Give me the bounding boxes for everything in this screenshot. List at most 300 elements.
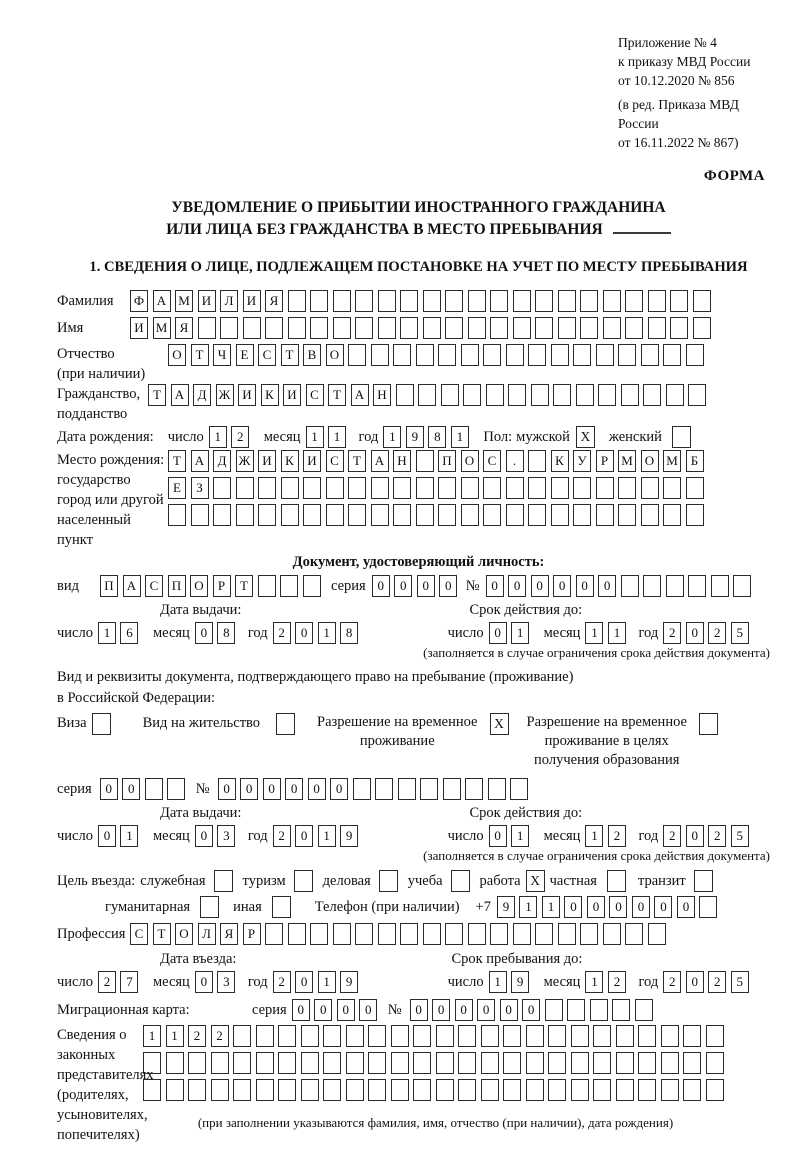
char-box[interactable]: 1: [209, 426, 227, 448]
char-box[interactable]: 1: [489, 971, 507, 993]
char-box[interactable]: 0: [98, 825, 116, 847]
char-box[interactable]: 0: [218, 778, 236, 800]
char-box[interactable]: [488, 778, 506, 800]
char-box[interactable]: [436, 1052, 454, 1074]
char-box[interactable]: [191, 504, 209, 526]
char-box[interactable]: [688, 575, 706, 597]
char-box[interactable]: [288, 290, 306, 312]
char-box[interactable]: 2: [273, 622, 291, 644]
char-box[interactable]: [699, 896, 717, 918]
char-box[interactable]: Р: [213, 575, 231, 597]
char-box[interactable]: [458, 1052, 476, 1074]
char-box[interactable]: П: [100, 575, 118, 597]
char-box[interactable]: [220, 317, 238, 339]
char-box[interactable]: [648, 317, 666, 339]
char-box[interactable]: [468, 290, 486, 312]
char-box[interactable]: А: [153, 290, 171, 312]
char-box[interactable]: [278, 1052, 296, 1074]
char-box[interactable]: Я: [175, 317, 193, 339]
char-box[interactable]: [551, 504, 569, 526]
char-box[interactable]: А: [371, 450, 389, 472]
char-box[interactable]: Т: [235, 575, 253, 597]
char-box[interactable]: [393, 504, 411, 526]
char-box[interactable]: [683, 1025, 701, 1047]
char-box[interactable]: [416, 450, 434, 472]
char-box[interactable]: 3: [217, 825, 235, 847]
char-box[interactable]: [355, 290, 373, 312]
char-box[interactable]: [348, 477, 366, 499]
char-box[interactable]: [145, 778, 163, 800]
char-box[interactable]: [303, 477, 321, 499]
char-box[interactable]: 0: [500, 999, 518, 1021]
char-box[interactable]: [461, 344, 479, 366]
char-box[interactable]: [483, 504, 501, 526]
char-box[interactable]: 2: [663, 971, 681, 993]
char-box[interactable]: [301, 1079, 319, 1101]
char-box[interactable]: [258, 504, 276, 526]
char-box[interactable]: Н: [393, 450, 411, 472]
char-box[interactable]: 1: [318, 825, 336, 847]
char-box[interactable]: [348, 344, 366, 366]
char-box[interactable]: Т: [191, 344, 209, 366]
char-box[interactable]: К: [551, 450, 569, 472]
char-box[interactable]: [593, 1025, 611, 1047]
char-box[interactable]: И: [238, 384, 256, 406]
char-box[interactable]: .: [506, 450, 524, 472]
char-box[interactable]: К: [261, 384, 279, 406]
char-box[interactable]: 0: [195, 971, 213, 993]
char-box[interactable]: 1: [585, 971, 603, 993]
char-box[interactable]: [213, 504, 231, 526]
char-box[interactable]: С: [130, 923, 148, 945]
char-box[interactable]: [548, 1079, 566, 1101]
char-box[interactable]: [571, 1052, 589, 1074]
sex-male-checkbox[interactable]: X: [576, 426, 595, 448]
char-box[interactable]: Ж: [236, 450, 254, 472]
char-box[interactable]: Т: [281, 344, 299, 366]
char-box[interactable]: 0: [477, 999, 495, 1021]
char-box[interactable]: [416, 477, 434, 499]
char-box[interactable]: [648, 290, 666, 312]
char-box[interactable]: 2: [708, 622, 726, 644]
char-box[interactable]: 0: [432, 999, 450, 1021]
char-box[interactable]: [612, 999, 630, 1021]
char-box[interactable]: 0: [372, 575, 390, 597]
char-box[interactable]: [463, 384, 481, 406]
char-box[interactable]: [416, 344, 434, 366]
char-box[interactable]: [593, 1052, 611, 1074]
char-box[interactable]: [513, 317, 531, 339]
char-box[interactable]: 1: [318, 622, 336, 644]
char-box[interactable]: [258, 575, 276, 597]
char-box[interactable]: Б: [686, 450, 704, 472]
char-box[interactable]: [573, 477, 591, 499]
char-box[interactable]: [638, 1025, 656, 1047]
char-box[interactable]: [528, 504, 546, 526]
char-box[interactable]: [571, 1079, 589, 1101]
char-box[interactable]: [603, 290, 621, 312]
char-box[interactable]: [535, 923, 553, 945]
char-box[interactable]: 8: [217, 622, 235, 644]
char-box[interactable]: И: [283, 384, 301, 406]
char-box[interactable]: 9: [340, 825, 358, 847]
char-box[interactable]: [573, 344, 591, 366]
char-box[interactable]: [396, 384, 414, 406]
char-box[interactable]: 2: [273, 971, 291, 993]
char-box[interactable]: [683, 1079, 701, 1101]
char-box[interactable]: [438, 504, 456, 526]
char-box[interactable]: [576, 384, 594, 406]
char-box[interactable]: [535, 317, 553, 339]
char-box[interactable]: [310, 290, 328, 312]
char-box[interactable]: Н: [373, 384, 391, 406]
char-box[interactable]: [663, 344, 681, 366]
char-box[interactable]: Т: [153, 923, 171, 945]
char-box[interactable]: 2: [188, 1025, 206, 1047]
char-box[interactable]: 2: [231, 426, 249, 448]
char-box[interactable]: [670, 317, 688, 339]
char-box[interactable]: [445, 290, 463, 312]
char-box[interactable]: С: [306, 384, 324, 406]
char-box[interactable]: 0: [486, 575, 504, 597]
char-box[interactable]: 0: [195, 622, 213, 644]
char-box[interactable]: С: [483, 450, 501, 472]
char-box[interactable]: [301, 1025, 319, 1047]
char-box[interactable]: [281, 477, 299, 499]
char-box[interactable]: [375, 778, 393, 800]
char-box[interactable]: 0: [330, 778, 348, 800]
char-box[interactable]: И: [130, 317, 148, 339]
char-box[interactable]: 0: [686, 971, 704, 993]
char-box[interactable]: О: [190, 575, 208, 597]
char-box[interactable]: 1: [608, 622, 626, 644]
char-box[interactable]: [168, 504, 186, 526]
char-box[interactable]: [413, 1079, 431, 1101]
char-box[interactable]: [686, 344, 704, 366]
purpose-private-checkbox[interactable]: [607, 870, 626, 892]
char-box[interactable]: [513, 290, 531, 312]
char-box[interactable]: [641, 477, 659, 499]
char-box[interactable]: [468, 923, 486, 945]
purpose-study-checkbox[interactable]: [451, 870, 470, 892]
char-box[interactable]: 0: [240, 778, 258, 800]
char-box[interactable]: М: [618, 450, 636, 472]
char-box[interactable]: [465, 778, 483, 800]
char-box[interactable]: [548, 1052, 566, 1074]
char-box[interactable]: [625, 923, 643, 945]
char-box[interactable]: 5: [731, 971, 749, 993]
char-box[interactable]: [641, 344, 659, 366]
char-box[interactable]: 2: [98, 971, 116, 993]
char-box[interactable]: 2: [708, 825, 726, 847]
char-box[interactable]: [706, 1079, 724, 1101]
char-box[interactable]: Т: [348, 450, 366, 472]
char-box[interactable]: М: [153, 317, 171, 339]
char-box[interactable]: Е: [168, 477, 186, 499]
char-box[interactable]: [580, 923, 598, 945]
char-box[interactable]: [573, 504, 591, 526]
char-box[interactable]: 0: [508, 575, 526, 597]
char-box[interactable]: [213, 477, 231, 499]
purpose-other-checkbox[interactable]: [272, 896, 291, 918]
char-box[interactable]: [513, 923, 531, 945]
char-box[interactable]: [596, 504, 614, 526]
char-box[interactable]: [288, 317, 306, 339]
char-box[interactable]: Я: [220, 923, 238, 945]
char-box[interactable]: 9: [406, 426, 424, 448]
char-box[interactable]: 2: [211, 1025, 229, 1047]
char-box[interactable]: [506, 344, 524, 366]
char-box[interactable]: [236, 477, 254, 499]
char-box[interactable]: [436, 1079, 454, 1101]
char-box[interactable]: [618, 344, 636, 366]
char-box[interactable]: [548, 1025, 566, 1047]
purpose-work-checkbox[interactable]: X: [526, 870, 545, 892]
char-box[interactable]: [593, 1079, 611, 1101]
char-box[interactable]: М: [663, 450, 681, 472]
char-box[interactable]: [661, 1052, 679, 1074]
char-box[interactable]: [596, 477, 614, 499]
char-box[interactable]: [303, 575, 321, 597]
char-box[interactable]: 0: [522, 999, 540, 1021]
char-box[interactable]: [643, 575, 661, 597]
char-box[interactable]: [400, 317, 418, 339]
char-box[interactable]: 1: [585, 825, 603, 847]
char-box[interactable]: [528, 477, 546, 499]
char-box[interactable]: 0: [489, 825, 507, 847]
purpose-humanitarian-checkbox[interactable]: [200, 896, 219, 918]
char-box[interactable]: [333, 317, 351, 339]
char-box[interactable]: 1: [166, 1025, 184, 1047]
char-box[interactable]: З: [191, 477, 209, 499]
char-box[interactable]: [503, 1052, 521, 1074]
char-box[interactable]: [378, 290, 396, 312]
char-box[interactable]: [618, 477, 636, 499]
char-box[interactable]: 0: [455, 999, 473, 1021]
char-box[interactable]: [333, 923, 351, 945]
char-box[interactable]: [436, 1025, 454, 1047]
char-box[interactable]: [551, 477, 569, 499]
char-box[interactable]: [621, 575, 639, 597]
purpose-business-checkbox[interactable]: [379, 870, 398, 892]
char-box[interactable]: [483, 477, 501, 499]
char-box[interactable]: 0: [295, 825, 313, 847]
char-box[interactable]: [398, 778, 416, 800]
char-box[interactable]: 1: [383, 426, 401, 448]
char-box[interactable]: 0: [314, 999, 332, 1021]
char-box[interactable]: 0: [195, 825, 213, 847]
char-box[interactable]: [355, 317, 373, 339]
char-box[interactable]: [211, 1052, 229, 1074]
char-box[interactable]: 2: [663, 622, 681, 644]
char-box[interactable]: [418, 384, 436, 406]
char-box[interactable]: [346, 1079, 364, 1101]
char-box[interactable]: [353, 778, 371, 800]
char-box[interactable]: [625, 317, 643, 339]
char-box[interactable]: [531, 384, 549, 406]
char-box[interactable]: И: [243, 290, 261, 312]
char-box[interactable]: [167, 778, 185, 800]
char-box[interactable]: 0: [337, 999, 355, 1021]
char-box[interactable]: Ж: [216, 384, 234, 406]
char-box[interactable]: И: [198, 290, 216, 312]
char-box[interactable]: 2: [608, 825, 626, 847]
char-box[interactable]: 0: [295, 971, 313, 993]
char-box[interactable]: 7: [120, 971, 138, 993]
char-box[interactable]: [648, 923, 666, 945]
char-box[interactable]: [256, 1079, 274, 1101]
char-box[interactable]: [638, 1052, 656, 1074]
char-box[interactable]: 0: [609, 896, 627, 918]
char-box[interactable]: 0: [263, 778, 281, 800]
char-box[interactable]: 1: [585, 622, 603, 644]
char-box[interactable]: [706, 1052, 724, 1074]
char-box[interactable]: [616, 1052, 634, 1074]
char-box[interactable]: [438, 477, 456, 499]
char-box[interactable]: [303, 504, 321, 526]
char-box[interactable]: [378, 923, 396, 945]
char-box[interactable]: [481, 1079, 499, 1101]
char-box[interactable]: И: [258, 450, 276, 472]
char-box[interactable]: [508, 384, 526, 406]
char-box[interactable]: [280, 575, 298, 597]
char-box[interactable]: 3: [217, 971, 235, 993]
char-box[interactable]: О: [326, 344, 344, 366]
purpose-transit-checkbox[interactable]: [694, 870, 713, 892]
char-box[interactable]: [236, 504, 254, 526]
purpose-official-checkbox[interactable]: [214, 870, 233, 892]
char-box[interactable]: Ч: [213, 344, 231, 366]
char-box[interactable]: А: [171, 384, 189, 406]
char-box[interactable]: Т: [148, 384, 166, 406]
char-box[interactable]: 0: [686, 622, 704, 644]
char-box[interactable]: 1: [306, 426, 324, 448]
char-box[interactable]: Т: [168, 450, 186, 472]
char-box[interactable]: [166, 1079, 184, 1101]
char-box[interactable]: [596, 344, 614, 366]
char-box[interactable]: [391, 1052, 409, 1074]
char-box[interactable]: [346, 1025, 364, 1047]
char-box[interactable]: 0: [598, 575, 616, 597]
char-box[interactable]: 0: [410, 999, 428, 1021]
char-box[interactable]: [301, 1052, 319, 1074]
char-box[interactable]: Д: [213, 450, 231, 472]
char-box[interactable]: 5: [731, 825, 749, 847]
char-box[interactable]: [461, 504, 479, 526]
char-box[interactable]: [393, 344, 411, 366]
char-box[interactable]: 8: [428, 426, 446, 448]
char-box[interactable]: [243, 317, 261, 339]
char-box[interactable]: [233, 1079, 251, 1101]
char-box[interactable]: [400, 290, 418, 312]
char-box[interactable]: [481, 1052, 499, 1074]
char-box[interactable]: [288, 923, 306, 945]
char-box[interactable]: 1: [328, 426, 346, 448]
char-box[interactable]: 0: [553, 575, 571, 597]
char-box[interactable]: [683, 1052, 701, 1074]
char-box[interactable]: 6: [120, 622, 138, 644]
char-box[interactable]: [625, 290, 643, 312]
char-box[interactable]: [686, 504, 704, 526]
char-box[interactable]: [551, 344, 569, 366]
char-box[interactable]: А: [351, 384, 369, 406]
char-box[interactable]: [693, 317, 711, 339]
char-box[interactable]: 0: [394, 575, 412, 597]
char-box[interactable]: [400, 923, 418, 945]
char-box[interactable]: [528, 344, 546, 366]
char-box[interactable]: [558, 290, 576, 312]
char-box[interactable]: [603, 923, 621, 945]
char-box[interactable]: [166, 1052, 184, 1074]
char-box[interactable]: [590, 999, 608, 1021]
char-box[interactable]: [468, 317, 486, 339]
char-box[interactable]: [278, 1025, 296, 1047]
char-box[interactable]: П: [438, 450, 456, 472]
char-box[interactable]: [198, 317, 216, 339]
char-box[interactable]: [571, 1025, 589, 1047]
char-box[interactable]: О: [168, 344, 186, 366]
char-box[interactable]: 1: [98, 622, 116, 644]
char-box[interactable]: 0: [677, 896, 695, 918]
char-box[interactable]: 2: [608, 971, 626, 993]
char-box[interactable]: М: [175, 290, 193, 312]
char-box[interactable]: 0: [292, 999, 310, 1021]
char-box[interactable]: Р: [596, 450, 614, 472]
char-box[interactable]: [378, 317, 396, 339]
char-box[interactable]: [535, 290, 553, 312]
char-box[interactable]: [256, 1052, 274, 1074]
char-box[interactable]: [371, 477, 389, 499]
char-box[interactable]: [686, 477, 704, 499]
char-box[interactable]: [621, 384, 639, 406]
char-box[interactable]: [211, 1079, 229, 1101]
char-box[interactable]: [558, 317, 576, 339]
char-box[interactable]: [706, 1025, 724, 1047]
char-box[interactable]: 0: [632, 896, 650, 918]
char-box[interactable]: [278, 1079, 296, 1101]
char-box[interactable]: [413, 1025, 431, 1047]
char-box[interactable]: 0: [122, 778, 140, 800]
visa-checkbox[interactable]: [92, 713, 111, 735]
char-box[interactable]: [526, 1079, 544, 1101]
char-box[interactable]: 2: [708, 971, 726, 993]
temp-residence-checkbox[interactable]: X: [490, 713, 509, 735]
char-box[interactable]: [688, 384, 706, 406]
char-box[interactable]: [661, 1079, 679, 1101]
char-box[interactable]: [461, 477, 479, 499]
char-box[interactable]: [423, 290, 441, 312]
char-box[interactable]: 1: [451, 426, 469, 448]
char-box[interactable]: [143, 1079, 161, 1101]
char-box[interactable]: [733, 575, 751, 597]
char-box[interactable]: [371, 504, 389, 526]
char-box[interactable]: А: [123, 575, 141, 597]
char-box[interactable]: [503, 1079, 521, 1101]
char-box[interactable]: [567, 999, 585, 1021]
char-box[interactable]: Л: [220, 290, 238, 312]
char-box[interactable]: [635, 999, 653, 1021]
char-box[interactable]: С: [145, 575, 163, 597]
char-box[interactable]: 1: [120, 825, 138, 847]
char-box[interactable]: Т: [328, 384, 346, 406]
char-box[interactable]: 0: [295, 622, 313, 644]
char-box[interactable]: [323, 1052, 341, 1074]
char-box[interactable]: 1: [511, 825, 529, 847]
char-box[interactable]: [616, 1079, 634, 1101]
char-box[interactable]: [526, 1025, 544, 1047]
char-box[interactable]: [670, 290, 688, 312]
char-box[interactable]: О: [461, 450, 479, 472]
